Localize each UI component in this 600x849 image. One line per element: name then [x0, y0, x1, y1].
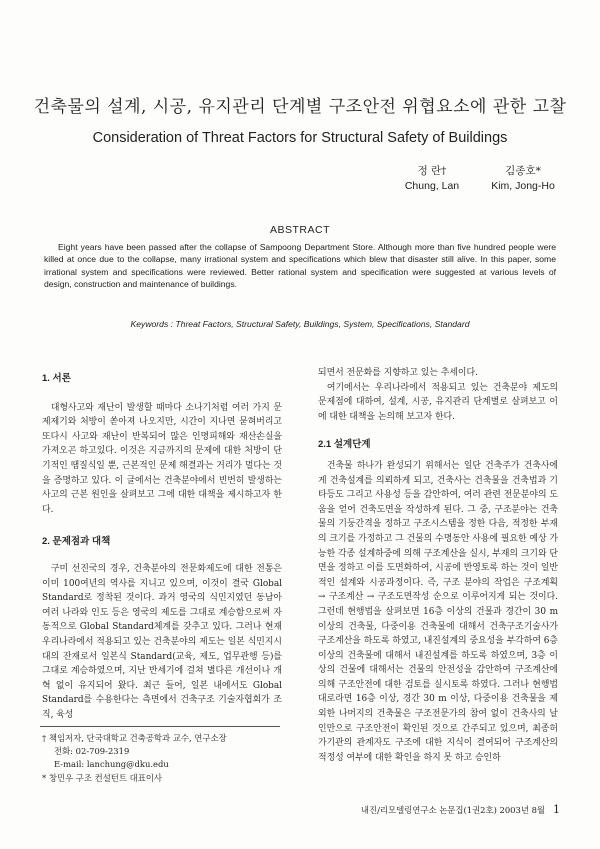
- right-column: [318, 366, 558, 765]
- section-2-heading: 2. 문제점과 대책: [42, 536, 111, 548]
- section-2-paragraph-2: 여기에서는 우리나라에서 적용되고 있는 건축분야 제도의 문제점에 대하여, 설계, 시공, 유지관리 단계별로 살펴보고 이에 대한 대책을 논의해 보고자 한다.: [318, 382, 558, 422]
- footnote-corresponding-author: † 책임저자, 단국대학교 건축공학과 교수, 연구소장: [42, 733, 227, 743]
- section-2-1-heading: 2.1 설계단계: [318, 439, 371, 451]
- left-column: [42, 372, 282, 722]
- title-english: Consideration of Threat Factors for Structural Safety of Buildings: [92, 130, 508, 146]
- section-2-1-body: 건축물 하나가 완성되기 위해서는 일단 건축주가 건축사에게 건축설계를 의뢰하게 되고, 건축사는 건축물을 건축법과 기타등도 그리고 사용성 등을 감안하여, 여러 관련 전문분야의 도움을 얻어 건축도면을 작성하게 된다. 그 중, 구조분야는 건축물의 기둥간격을 정하고 구조시스템을 정한 다음, 적정한 부재의 크기를 가정하고 그 건물의 수명동안 사용에 필요한 예상 가능한 각종 설계하중에 의해 구조계산을 실시, 부재의 크기와 단면을 정하고 이를 도면화하여, 시공에 반영토록 하는 것이 일반적인 설계와 시공과정이다. 즉, 구조 분야의 작업은 구조계획 → 구조계산 → 구조도면작성 순으로 이루어지게 되는 것이다. 그런데 현행법을 살펴보면 16층 이상의 건물과 경간이 30 m 이상의 건축물, 다중이용 건축물에 대해서 건축구조기술사가 구조계산을 하도록 하였고, 내진설계의 중요성을 부각하여 6층 이상의 건축물에 대해서 내진설계를 하도록 하였으며, 3층 이상의 건물에 대해서는 건물의 안전성을 감안하여 구조계산에 의해 구조안전에 대한 검토를 실시토록 하였다. 그러나 현행법대로라면 16층 이상, 경간 30 m 이상, 다중이용 건축물을 제외한 나머지의 건축물은 구조전문가의 참여 없이 건축사의 날인만으로 구조안전이 확인된 것으로 간주되고 있으며, 최종허가기관의 관계자도 구조에 대한 지식이 결여되어 구조계산의 적정성 여부에 대한 확인을 하지 못 하고 승인하: [318, 460, 558, 763]
- section-1-body: 대형사고와 재난이 발생할 때마다 소나기처럼 여러 가지 문제제기와 처방이 쏟아져 나오지만, 시간이 지나면 묻혀버리고 또다시 사고와 재난이 반복되어 많은 인명피해와 재산손실을 가져오곤 하고있다. 이것은 지금까지의 문제에 대한 처방이 단기적인 땜질식일 뿐, 근본적인 문제 해결과는 거리가 멀다는 것을 증명하고 있다. 이 글에서는 건축분야에서 빈번히 발생하는 사고의 근본 원인을 살펴보고 그에 대한 대책을 제시하고자 한다.: [42, 402, 282, 515]
- keywords: Keywords : Threat Factors, Structural Safety, Buildings, System, Specifications, Standard: [130, 319, 470, 329]
- title-korean: 건축물의 설계, 시공, 유지관리 단계별 구조안전 위협요소에 관한 고찰: [33, 97, 567, 117]
- footnotes: [42, 732, 282, 785]
- journal-info: 내진/리모델링연구소 논문집(1권2호) 2003년 8월: [360, 805, 545, 815]
- author-1-ko: 정 란†: [417, 165, 447, 177]
- footnote-phone: 전화: 02-709-2319: [54, 746, 130, 757]
- author-1-en: Chung, Lan: [404, 180, 460, 192]
- footnote-coauthor: * 창민우 구조 컨설턴트 대표이사: [42, 772, 163, 783]
- footnote-email: E-mail: lanchung@dku.edu: [54, 759, 169, 770]
- author-2-ko: 김종호*: [505, 165, 541, 177]
- section-2-continued: 되면서 전문화를 지향하고 있는 추세이다.: [318, 368, 478, 378]
- page-footer: [330, 803, 560, 816]
- page-number: 1: [553, 803, 560, 816]
- abstract-text: Eight years have been passed after the collapse of Sampoong Department Store. Although more than five hundred people were killed at once due to the collapse, many irrational system and specifications which blew that disaster still alive. In this paper, some irrational system and specifications were reviewed. Better rational system and specification were suggested at various levels of design, construction and maintenance of buildings.: [44, 242, 556, 289]
- author-2-en: Kim, Jong-Ho: [491, 180, 555, 192]
- footnote-divider: [40, 726, 280, 727]
- section-2-body: 구미 선진국의 경우, 건축분야의 전문화제도에 대한 전통은 이미 100여년의 역사를 지니고 있으며, 이것이 결국 Global Standard로 정착된 것이다. 과거 영국의 식민지였던 동남아 여러 나라와 인도 등은 영국의 제도를 그대로 계승함으로써 자동적으로 Global Standard체계를 갖추고 있다. 그러나 현재 우리나라에서 적용되고 있는 건축분야의 제도는 일본 식민지시대의 잔재로서 일본식 Standard(교육, 제도, 업무관행 등)를 그대로 계승하였으며, 지난 반세기에 걸쳐 별다른 개선이나 개혁 없이 유지되어 왔다. 최근 들어, 일본 내에서도 Global Standard를 수용한다는 측면에서 건축구조 기술자협회가 조직, 육성: [42, 563, 282, 720]
- abstract-heading: ABSTRACT: [269, 224, 330, 236]
- section-1-heading: 1. 서론: [42, 373, 71, 384]
